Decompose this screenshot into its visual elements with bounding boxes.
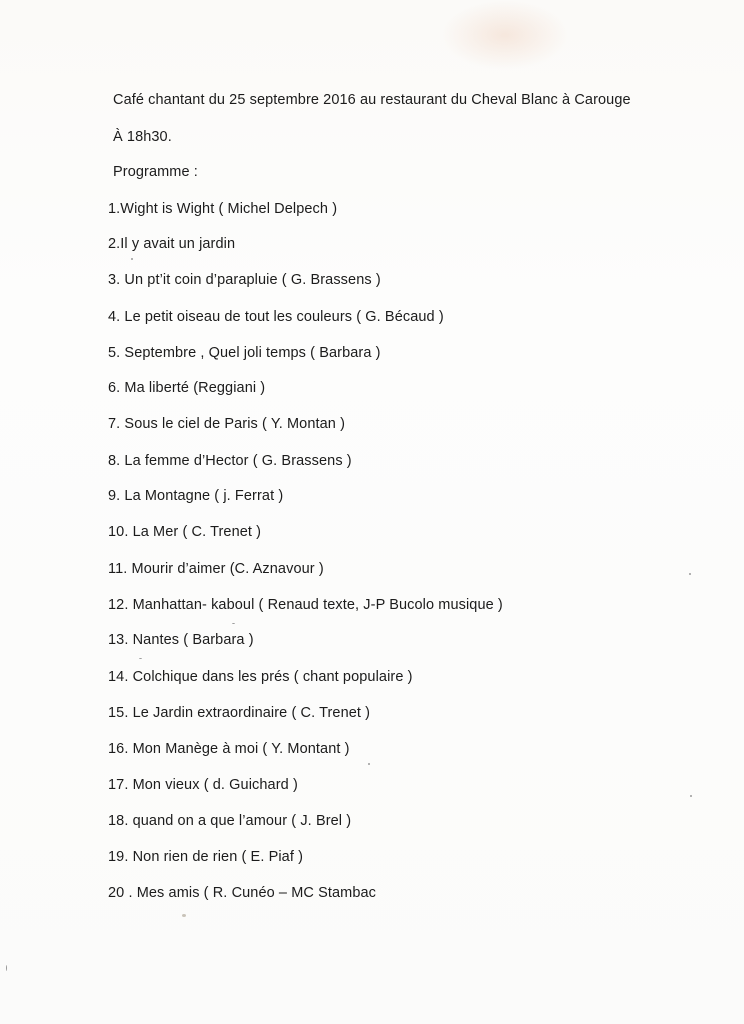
programme-item: 13. Nantes ( Barbara ) bbox=[108, 632, 254, 648]
programme-item: 18. quand on a que l’amour ( J. Brel ) bbox=[108, 813, 352, 829]
programme-item: 4. Le petit oiseau de tout les couleurs ( G. Bécaud ) bbox=[108, 309, 444, 325]
scan-speck bbox=[368, 763, 370, 765]
programme-item: 14. Colchique dans les prés ( chant populaire ) bbox=[108, 669, 413, 685]
programme-label: Programme : bbox=[113, 164, 198, 180]
scan-speck bbox=[182, 914, 186, 917]
scan-speck bbox=[131, 258, 133, 260]
programme-item: 9. La Montagne ( j. Ferrat ) bbox=[108, 488, 284, 504]
programme-item: 10. La Mer ( C. Trenet ) bbox=[108, 524, 262, 540]
programme-item: 3. Un pt’it coin d’parapluie ( G. Brassens ) bbox=[108, 272, 381, 288]
event-time: À 18h30. bbox=[113, 129, 172, 145]
scan-speck bbox=[689, 573, 691, 575]
programme-item: 11. Mourir d’aimer (C. Aznavour ) bbox=[108, 561, 324, 577]
programme-item: 5. Septembre , Quel joli temps ( Barbara ) bbox=[108, 345, 381, 361]
programme-item: 15. Le Jardin extraordinaire ( C. Trenet ) bbox=[108, 705, 371, 721]
paper-stain bbox=[440, 0, 570, 70]
programme-item: 16. Mon Manège à moi ( Y. Montant ) bbox=[108, 741, 350, 757]
document-title: Café chantant du 25 septembre 2016 au restaurant du Cheval Blanc à Carouge bbox=[113, 92, 631, 108]
programme-item: 2.Il y avait un jardin bbox=[108, 236, 236, 252]
programme-item: 20 . Mes amis ( R. Cunéo – MC Stambac bbox=[108, 885, 377, 901]
programme-item: 1.Wight is Wight ( Michel Delpech ) bbox=[108, 201, 338, 217]
scan-speck bbox=[6, 965, 7, 971]
programme-item: 8. La femme d’Hector ( G. Brassens ) bbox=[108, 453, 352, 469]
programme-item: 19. Non rien de rien ( E. Piaf ) bbox=[108, 849, 304, 865]
programme-item: 7. Sous le ciel de Paris ( Y. Montan ) bbox=[108, 416, 345, 432]
scan-speck bbox=[232, 623, 235, 624]
programme-item: 17. Mon vieux ( d. Guichard ) bbox=[108, 777, 298, 793]
programme-item: 6. Ma liberté (Reggiani ) bbox=[108, 380, 266, 396]
scan-speck bbox=[139, 658, 142, 659]
scan-speck bbox=[690, 795, 692, 797]
programme-item: 12. Manhattan- kaboul ( Renaud texte, J-P Bucolo musique ) bbox=[108, 597, 503, 613]
